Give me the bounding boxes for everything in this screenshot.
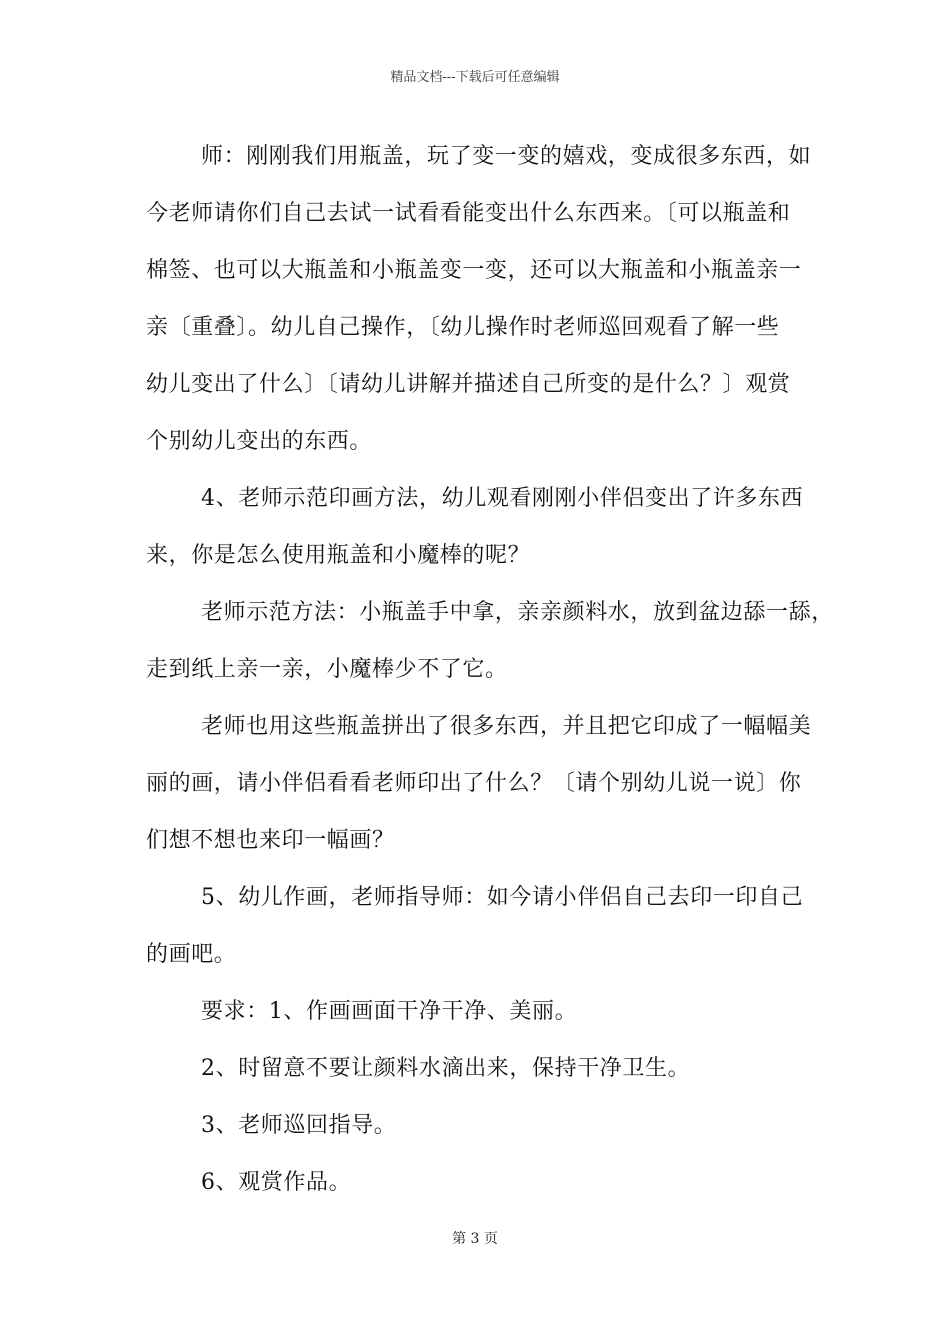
text-line: 3、老师巡回指导。: [201, 1113, 397, 1138]
text-line: 要求：1、作画画面干净干净、美丽。: [201, 999, 578, 1024]
text-line: 幼儿变出了什么〕〔请幼儿讲解并描述自己所变的是什么？〕观赏: [146, 372, 791, 397]
text-line: 今老师请你们自己去试一试看看能变出什么东西来。〔可以瓶盖和: [146, 201, 791, 226]
text-line: 的画吧。: [146, 942, 237, 967]
paragraph-teacher-prints: [146, 698, 810, 869]
paragraph-demo-method: [146, 584, 834, 698]
paragraph-requirement-3: [146, 1097, 810, 1154]
paragraph-step-6: [146, 1154, 810, 1211]
page-number: 第 3 页: [452, 1231, 498, 1247]
text-line: 6、观赏作品。: [201, 1170, 352, 1195]
text-line: 个别幼儿变出的东西。: [146, 429, 373, 454]
paragraph-requirement-2: [146, 1040, 810, 1097]
text-line: 们想不想也来印一幅画？: [146, 828, 395, 853]
text-line: 5、幼儿作画，老师指导师：如今请小伴侣自己去印一印自己: [201, 885, 804, 910]
text-line: 走到纸上亲一亲，小魔棒少不了它。: [146, 657, 508, 682]
text-line: 老师示范方法：小瓶盖手中拿，亲亲颜料水，放到盆边舔一舔，: [201, 600, 834, 625]
text-line: 4、老师示范印画方法，幼儿观看刚刚小伴侣变出了许多东西: [201, 486, 804, 511]
paragraph-requirement-1: [146, 983, 810, 1040]
text-line: 师：刚刚我们用瓶盖，玩了变一变的嬉戏，变成很多东西，如: [201, 144, 812, 169]
document-body: [146, 128, 834, 1211]
paragraph-teacher-demo: [146, 128, 810, 470]
text-line: 棉签、也可以大瓶盖和小瓶盖变一变，还可以大瓶盖和小瓶盖亲一: [146, 258, 802, 283]
text-line: 老师也用这些瓶盖拼出了很多东西，并且把它印成了一幅幅美: [201, 714, 812, 739]
paragraph-step-5: [146, 869, 810, 983]
text-line: 2、时留意不要让颜料水滴出来，保持干净卫生。: [201, 1056, 691, 1081]
paragraph-step-4: [146, 470, 810, 584]
text-line: 亲〔重叠〕。幼儿自己操作，〔幼儿操作时老师巡回观看了解一些: [146, 315, 780, 340]
text-line: 丽的画，请小伴侣看看老师印出了什么？〔请个别幼儿说一说〕你: [146, 771, 802, 796]
text-line: 来，你是怎么使用瓶盖和小魔棒的呢？: [146, 543, 531, 568]
page-header: 精品文档---下载后可任意编辑: [390, 70, 560, 85]
